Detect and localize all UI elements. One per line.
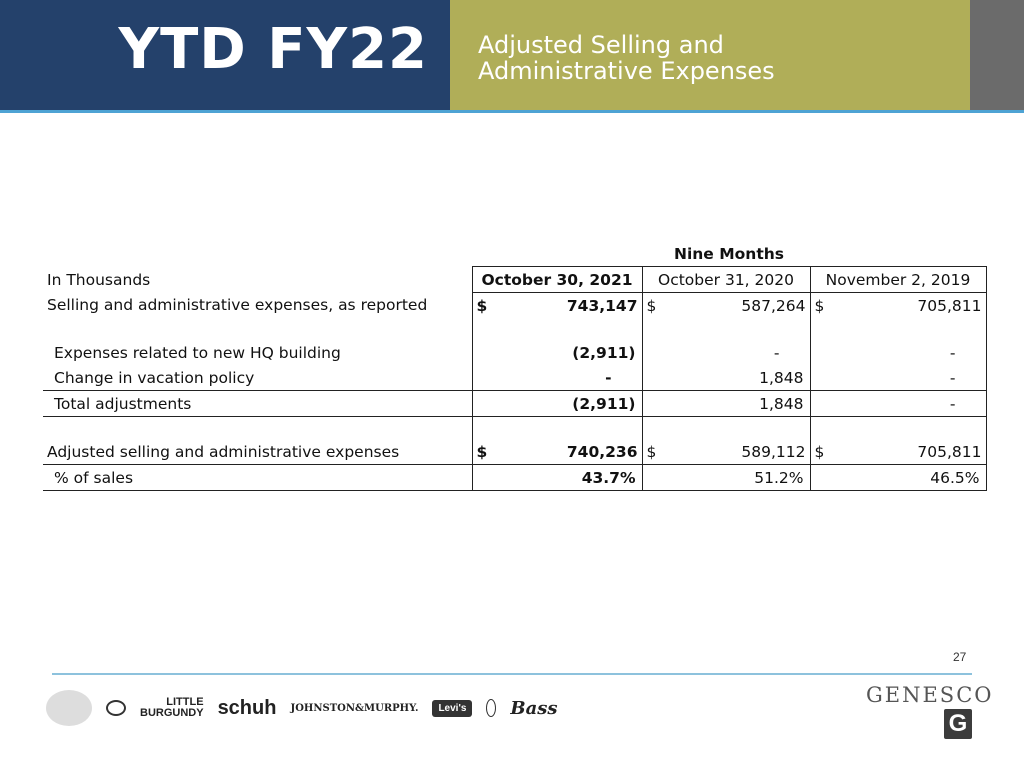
genesco-g-mark: G bbox=[944, 709, 972, 739]
header-title-panel bbox=[0, 0, 450, 110]
cell-reported-2019 bbox=[810, 293, 986, 319]
table-row-reported bbox=[43, 293, 986, 319]
table-header-row bbox=[43, 267, 986, 293]
column-header-2020: October 31, 2020 bbox=[642, 267, 810, 293]
brand-logos bbox=[46, 688, 558, 728]
currency-symbol: $ bbox=[476, 296, 488, 315]
financial-table bbox=[43, 241, 987, 491]
cell-total-2020: 1,848 bbox=[642, 391, 810, 417]
footer-divider bbox=[52, 673, 972, 675]
column-header-2021: October 30, 2021 bbox=[472, 267, 642, 293]
cell-vacation-2021: - bbox=[472, 365, 642, 391]
currency-symbol: $ bbox=[814, 296, 825, 315]
cell-pct-2021: 43.7% bbox=[472, 465, 642, 491]
cell-hq-2021: (2,911) bbox=[472, 340, 642, 365]
units-label: In Thousands bbox=[47, 270, 151, 289]
cell-value: 740,236 bbox=[566, 442, 638, 461]
row-label: Change in vacation policy bbox=[54, 368, 255, 387]
genesco-wordmark: GENESCO bbox=[866, 683, 994, 707]
cell-hq-2019: - bbox=[810, 340, 986, 365]
slide-subtitle-line-2: Administrative Expenses bbox=[478, 57, 775, 85]
bass-logo: Bass bbox=[510, 697, 558, 719]
currency-symbol: $ bbox=[646, 442, 657, 461]
dockers-logo bbox=[486, 699, 496, 717]
spacer-row bbox=[43, 417, 986, 440]
currency-symbol: $ bbox=[476, 442, 488, 461]
currency-symbol: $ bbox=[814, 442, 825, 461]
schuh-logo: schuh bbox=[217, 696, 277, 719]
row-label: Total adjustments bbox=[43, 391, 472, 417]
cell-value: 587,264 bbox=[741, 296, 806, 315]
levis-logo: Levi's bbox=[432, 700, 472, 717]
cell-adjusted-2021 bbox=[472, 439, 642, 465]
little-burgundy-logo bbox=[140, 697, 204, 719]
column-header-2019: November 2, 2019 bbox=[810, 267, 986, 293]
cell-pct-2019: 46.5% bbox=[810, 465, 986, 491]
slide-subtitle-line-1: Adjusted Selling and bbox=[478, 31, 724, 59]
table-row-hq-building bbox=[43, 340, 986, 365]
johnston-murphy-logo: JOHNSTON&MURPHY. bbox=[290, 702, 419, 714]
table-super-header-row bbox=[43, 241, 986, 267]
little-burgundy-line-2: BURGUNDY bbox=[140, 707, 204, 719]
cell-reported-2020 bbox=[642, 293, 810, 319]
cell-reported-2021 bbox=[472, 293, 642, 319]
cell-pct-2020: 51.2% bbox=[642, 465, 810, 491]
cell-value: 743,147 bbox=[566, 296, 638, 315]
table-row-vacation bbox=[43, 365, 986, 391]
row-label: Expenses related to new HQ building bbox=[54, 343, 341, 362]
row-label: % of sales bbox=[43, 465, 472, 491]
spacer-row bbox=[43, 318, 986, 340]
cell-value: 705,811 bbox=[917, 442, 982, 461]
nine-months-header: Nine Months bbox=[673, 244, 784, 263]
cell-vacation-2020: 1,848 bbox=[642, 365, 810, 391]
cell-hq-2020: - bbox=[642, 340, 810, 365]
slide-subtitle bbox=[478, 32, 775, 84]
header-divider bbox=[0, 110, 1024, 113]
cell-total-2021: (2,911) bbox=[472, 391, 642, 417]
cell-value: 589,112 bbox=[741, 442, 806, 461]
table-row-adjusted bbox=[43, 439, 986, 465]
header-subtitle-panel bbox=[450, 0, 970, 110]
row-label: Adjusted selling and administrative expenses bbox=[43, 439, 472, 465]
page-number: 27 bbox=[953, 650, 967, 664]
little-burgundy-line-1: LITTLE bbox=[166, 696, 204, 708]
cell-adjusted-2020 bbox=[642, 439, 810, 465]
cell-value: 705,811 bbox=[917, 296, 982, 315]
cell-adjusted-2019 bbox=[810, 439, 986, 465]
table-row-total-adjustments bbox=[43, 391, 986, 417]
cell-vacation-2019: - bbox=[810, 365, 986, 391]
row-label: Selling and administrative expenses, as reported bbox=[47, 296, 428, 315]
header-accent-panel bbox=[970, 0, 1024, 110]
table-row-pct-sales bbox=[43, 465, 986, 491]
journeys-kidz-logo bbox=[106, 700, 126, 716]
currency-symbol: $ bbox=[646, 296, 657, 315]
slide-title: YTD FY22 bbox=[118, 17, 428, 82]
journeys-logo bbox=[46, 690, 92, 726]
cell-total-2019: - bbox=[810, 391, 986, 417]
